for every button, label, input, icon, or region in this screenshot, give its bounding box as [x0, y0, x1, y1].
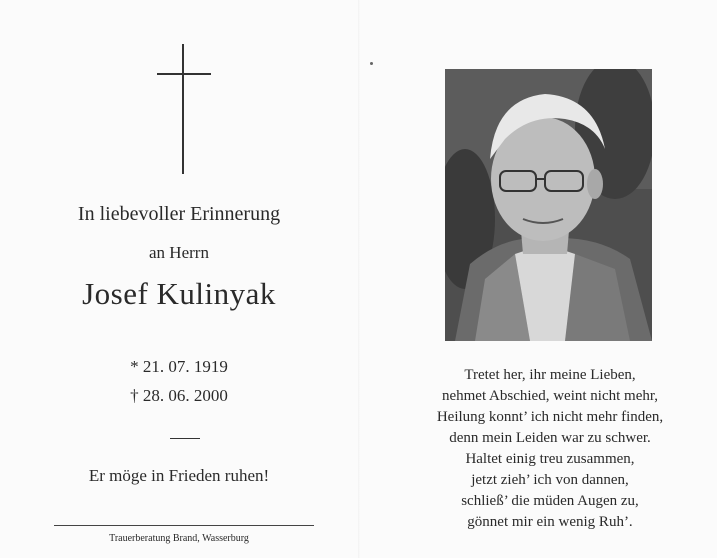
poem-line: denn mein Leiden war zu schwer. — [449, 430, 651, 446]
intro-text: In liebevoller Erinnerung — [77, 203, 281, 225]
poem-line: Haltet einig treu zusammen, — [465, 451, 635, 467]
poem-line: nehmet Abschied, weint nicht mehr, — [441, 388, 658, 404]
blessing-text: Er möge in Frieden ruhen! — [88, 466, 270, 485]
poem-block — [400, 365, 700, 533]
portrait-photo — [445, 69, 652, 341]
portrait-image — [445, 69, 652, 341]
paper-speck — [370, 62, 373, 65]
poem-line: Tretet her, ihr meine Lieben, — [464, 367, 636, 383]
birth-date: * 21. 07. 1919 — [130, 357, 228, 376]
poem-line: gönnet mir ein wenig Ruh’. — [467, 514, 633, 530]
salutation-text: an Herrn — [149, 243, 209, 262]
poem-line: schließ’ die müden Augen zu, — [461, 493, 639, 509]
cross-icon — [157, 44, 211, 174]
divider-short — [170, 438, 200, 439]
poem-line: Heilung konnt’ ich nicht mehr finden, — [436, 409, 664, 425]
divider-long — [54, 525, 314, 526]
deceased-name: Josef Kulinyak — [82, 276, 276, 311]
left-panel — [0, 0, 358, 558]
poem-line: jetzt zieh’ ich von dannen, — [471, 472, 629, 488]
death-date: † 28. 06. 2000 — [130, 386, 228, 405]
right-panel — [360, 0, 717, 558]
undertaker-credit: Trauerberatung Brand, Wasserburg — [109, 533, 249, 544]
